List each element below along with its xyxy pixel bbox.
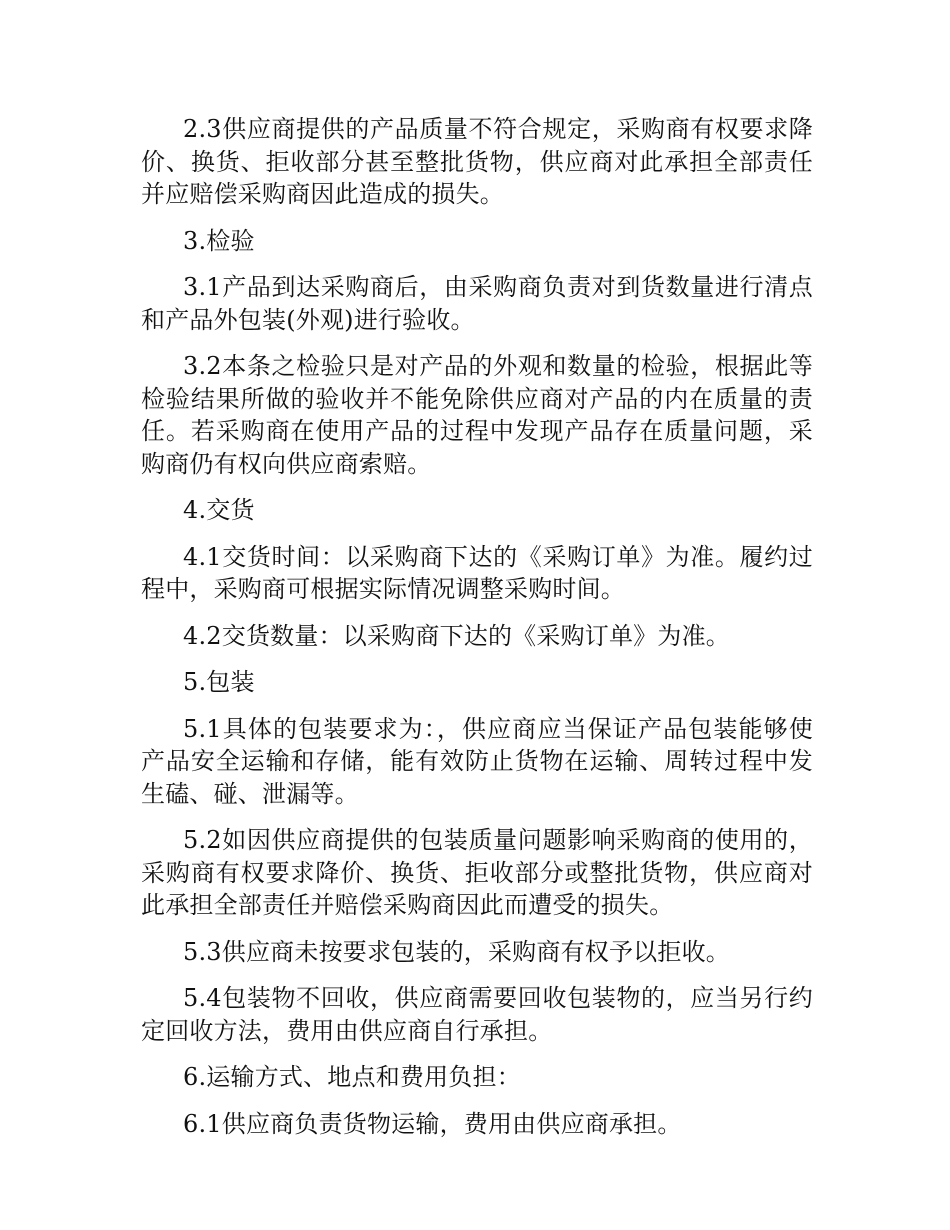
section-heading-6: 6.运输方式、地点和费用负担： (183, 1063, 521, 1091)
clause-4-1: 4.1交货时间：以采购商下达的《采购订单》为准。履约过程中，采购商可根据实际情况调整采购时间。 (141, 542, 813, 603)
clause-2-3: 2.3供应商提供的产品质量不符合规定，采购商有权要求降价、换货、拒收部分甚至整批货物，供应商对此承担全部责任并应赔偿采购商因此造成的损失。 (141, 115, 813, 208)
section-heading-5: 5.包装 (183, 668, 255, 696)
clause-3-1: 3.1产品到达采购商后，由采购商负责对到货数量进行清点和产品外包装(外观)进行验收。 (141, 273, 813, 334)
clause-5-4: 5.4包装物不回收，供应商需要回收包装物的，应当另行约定回收方法，费用由供应商自行承担。 (141, 984, 813, 1045)
document-body (141, 113, 813, 1154)
clause-5-2: 5.2如因供应商提供的包装质量问题影响采购商的使用的，采购商有权要求降价、换货、拒收部分或整批货物，供应商对此承担全部责任并赔偿采购商因此而遭受的损失。 (141, 826, 813, 919)
clause-6-1: 6.1供应商负责货物运输，费用由供应商承担。 (183, 1109, 682, 1138)
clause-5-3: 5.3供应商未按要求包装的，采购商有权予以拒收。 (183, 937, 730, 966)
clause-4-2: 4.2交货数量：以采购商下达的《采购订单》为准。 (183, 621, 730, 650)
section-heading-4: 4.交货 (183, 496, 255, 524)
section-heading-3: 3.检验 (183, 226, 255, 255)
clause-5-1: 5.1具体的包装要求为：，供应商应当保证产品包装能够使产品安全运输和存储，能有效防止货物在运输、周转过程中发生磕、碰、泄漏等。 (141, 714, 813, 808)
clause-3-2: 3.2本条之检验只是对产品的外观和数量的检验，根据此等检验结果所做的验收并不能免除供应商对产品的内在质量的责任。若采购商在使用产品的过程中发现产品存在质量问题，采购商仍有权向供应商索赔。 (141, 352, 813, 478)
